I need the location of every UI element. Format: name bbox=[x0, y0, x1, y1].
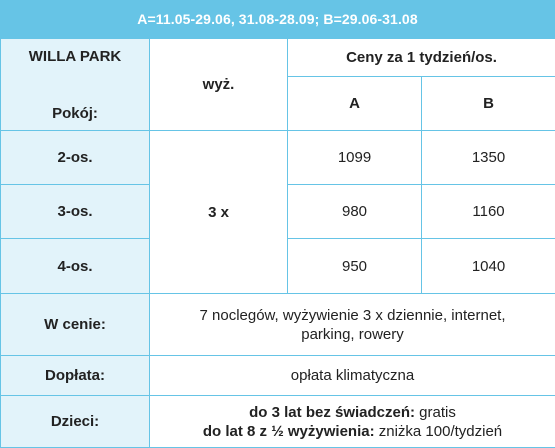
room-header: Pokój: bbox=[1, 104, 149, 123]
surcharge-row bbox=[1, 356, 555, 396]
hotel-header-cell bbox=[1, 39, 150, 131]
children-line-2-bold: do lat 8 z ½ wyżywienia: bbox=[203, 423, 375, 440]
children-line-1 bbox=[150, 403, 555, 422]
children-value bbox=[150, 396, 555, 448]
header-row-top bbox=[1, 39, 555, 77]
price-a: 950 bbox=[288, 239, 422, 294]
included-value bbox=[150, 294, 555, 356]
children-line-1-rest: gratis bbox=[415, 404, 456, 421]
included-label: W cenie: bbox=[1, 294, 150, 356]
board-header: wyż. bbox=[150, 39, 288, 131]
included-line-2: parking, rowery bbox=[150, 325, 555, 344]
included-line-1: 7 noclegów, wyżywienie 3 x dziennie, internet, bbox=[150, 306, 555, 325]
surcharge-value: opłata klimatyczna bbox=[150, 356, 555, 396]
price-a: 1099 bbox=[288, 131, 422, 185]
price-table bbox=[0, 38, 555, 448]
price-b: 1160 bbox=[422, 185, 555, 239]
room-type: 3-os. bbox=[1, 185, 150, 239]
hotel-name: WILLA PARK bbox=[1, 47, 149, 66]
season-banner: A=11.05-29.06, 31.08-28.09; B=29.06-31.08 bbox=[0, 0, 555, 38]
room-type: 2-os. bbox=[1, 131, 150, 185]
price-a: 980 bbox=[288, 185, 422, 239]
children-line-2 bbox=[150, 422, 555, 441]
children-line-1-bold: do 3 lat bez świadczeń: bbox=[249, 404, 415, 421]
included-row bbox=[1, 294, 555, 356]
price-b: 1350 bbox=[422, 131, 555, 185]
col-b-header: B bbox=[422, 77, 555, 131]
children-row bbox=[1, 396, 555, 448]
col-a-header: A bbox=[288, 77, 422, 131]
surcharge-label: Dopłata: bbox=[1, 356, 150, 396]
children-label: Dzieci: bbox=[1, 396, 150, 448]
price-b: 1040 bbox=[422, 239, 555, 294]
room-type: 4-os. bbox=[1, 239, 150, 294]
table-row bbox=[1, 131, 555, 185]
children-line-2-rest: zniżka 100/tydzień bbox=[375, 423, 503, 440]
prices-title: Ceny za 1 tydzień/os. bbox=[288, 39, 555, 77]
board-value: 3 x bbox=[150, 131, 288, 294]
